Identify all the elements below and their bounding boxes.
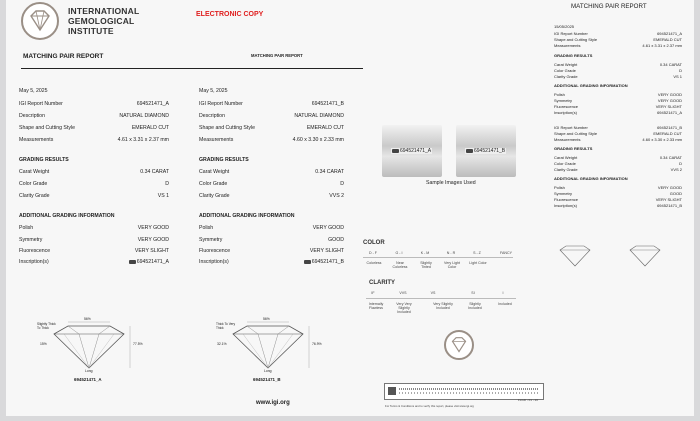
additional-heading: ADDITIONAL GRADING INFORMATION — [199, 213, 295, 219]
carat-b: 0.34 CARAT — [315, 169, 344, 175]
mini-value: D — [679, 68, 682, 73]
color-grade: N - R — [446, 251, 456, 255]
color-scale — [363, 248, 523, 276]
mini-heading: GRADING RESULTS — [554, 146, 593, 151]
color-grade: FANCY — [500, 251, 512, 255]
label: Fluorescence — [554, 104, 579, 109]
label: Polish — [554, 185, 565, 190]
label: Color Grade — [19, 181, 48, 187]
mini-heading: ADDITIONAL GRADING INFORMATION — [554, 83, 628, 88]
color-grade: G - I — [395, 251, 403, 255]
fluorescence-a: VERY SLIGHT — [134, 248, 169, 254]
certificate-page — [6, 0, 694, 416]
inscription-a: 694521471_A — [136, 259, 169, 265]
clarity-grade: VS — [430, 291, 436, 295]
mini-report-title: MATCHING PAIR REPORT — [571, 3, 647, 10]
proportion-diagram-a — [34, 316, 144, 386]
depth-pct: 77.5% — [133, 342, 143, 346]
mini-value: GOOD — [669, 191, 682, 196]
label: Carat Weight — [554, 62, 578, 67]
igi-logo-icon — [21, 2, 59, 40]
mini-heading: GRADING RESULTS — [554, 53, 593, 58]
sample-label-a: 694521471_A — [391, 148, 432, 154]
grading-results-heading: GRADING RESULTS — [19, 157, 69, 163]
report-number-a: 694521471_A — [136, 101, 169, 107]
color-scale-title: COLOR — [363, 240, 385, 246]
date-a: May 5, 2025 — [19, 88, 48, 94]
label: Carat Weight — [199, 169, 230, 175]
igi-seal-icon — [444, 330, 474, 360]
inscription-logo-icon — [129, 260, 136, 264]
table-pct: 56% — [84, 317, 91, 321]
label: Carat Weight — [19, 169, 50, 175]
carat-a: 0.34 CARAT — [140, 169, 169, 175]
sample-images-caption: Sample Images Used — [426, 180, 476, 186]
inscription-logo-icon — [392, 149, 399, 153]
label: Measurements — [554, 137, 581, 142]
electronic-copy-label: ELECTRONIC COPY — [196, 11, 264, 18]
label: Description — [19, 113, 45, 119]
label: Fluorescence — [554, 197, 579, 202]
label: Shape and Cutting Style — [199, 125, 255, 131]
mini-value: 694521471_A — [657, 110, 682, 115]
date-b: May 5, 2025 — [199, 88, 228, 94]
label: Color Grade — [554, 68, 576, 73]
crown-pct: 32.1% — [217, 342, 227, 346]
qr-code-icon — [388, 387, 396, 395]
label: Color Grade — [554, 161, 576, 166]
description-b: NATURAL DIAMOND — [294, 113, 344, 119]
girdle-label: Thick To Very Thick — [216, 322, 236, 330]
mini-value: VERY SLIGHT — [655, 197, 682, 202]
label: Symmetry — [554, 98, 572, 103]
shape-a: EMERALD CUT — [131, 125, 169, 131]
terms-text: For Terms & Conditions and to verify this report, please visit www.igi.org — [385, 404, 474, 408]
inscription-logo-icon — [304, 260, 311, 264]
matching-pair-title: MATCHING PAIR REPORT — [23, 53, 104, 60]
culet-label: Long — [264, 369, 272, 373]
label: Inscription(s) — [199, 259, 229, 265]
divider — [21, 68, 363, 69]
mini-value: 0.34 CARAT — [659, 155, 682, 160]
clarity-a: VS 1 — [157, 193, 169, 199]
inscription-logo-icon — [466, 149, 473, 153]
clarity-name: Internally Flawless — [368, 302, 384, 310]
clarity-name: Included — [498, 302, 512, 306]
label: Color Grade — [199, 181, 228, 187]
mini-value: 4.60 x 3.30 x 2.33 mm — [642, 137, 682, 142]
label: Inscription(s) — [554, 203, 577, 208]
color-grade: D - F — [369, 251, 377, 255]
depth-pct: 76.9% — [312, 342, 322, 346]
label: Symmetry — [199, 237, 223, 243]
color-name: Very Light Color — [444, 261, 460, 269]
label: Shape and Cutting Style — [554, 37, 598, 42]
mini-report — [554, 24, 682, 224]
label: Measurements — [19, 137, 54, 143]
label: Fluorescence — [199, 248, 231, 254]
matching-pair-subtitle: MATCHING PAIR REPORT — [251, 53, 303, 58]
label: IGI Report Number — [554, 125, 588, 130]
color-name: Light Color — [469, 261, 487, 265]
clarity-grade: I — [502, 291, 504, 295]
description-a: NATURAL DIAMOND — [119, 113, 169, 119]
color-name: Slightly Tinted — [420, 261, 432, 269]
mini-value: D — [679, 161, 682, 166]
symmetry-b: GOOD — [328, 237, 344, 243]
mini-heading: ADDITIONAL GRADING INFORMATION — [554, 176, 628, 181]
diagram-report-a: 694521471_A — [74, 377, 102, 382]
fluorescence-b: VERY SLIGHT — [309, 248, 344, 254]
polish-a: VERY GOOD — [137, 225, 169, 231]
label: IGI Report Number — [19, 101, 63, 107]
grading-results-heading: GRADING RESULTS — [199, 157, 249, 163]
label: Clarity Grade — [199, 193, 230, 199]
clarity-scale — [366, 289, 526, 321]
measurements-b: 4.60 x 3.30 x 2.33 mm — [292, 137, 344, 143]
mini-value: 694521471_B — [657, 203, 682, 208]
color-a: D — [165, 181, 169, 187]
label: Fluorescence — [19, 248, 51, 254]
label: Inscription(s) — [554, 110, 577, 115]
girdle-label: Slightly Thick To Thick — [37, 322, 56, 330]
clarity-grade: IF — [371, 291, 375, 295]
additional-heading: ADDITIONAL GRADING INFORMATION — [19, 213, 115, 219]
label: Polish — [199, 225, 214, 231]
clarity-grade: SI — [471, 291, 475, 295]
color-name: Near Colorless — [392, 261, 408, 269]
mini-value: 694521471_A — [657, 31, 682, 36]
mini-diagrams-icon — [554, 242, 674, 272]
mini-value: 694521471_B — [657, 125, 682, 130]
color-b: D — [340, 181, 344, 187]
label: Shape and Cutting Style — [554, 131, 598, 136]
label: Description — [199, 113, 225, 119]
color-grade: K - M — [420, 251, 430, 255]
mini-value: VERY GOOD — [657, 92, 682, 97]
label: Clarity Grade — [554, 74, 578, 79]
shape-b: EMERALD CUT — [306, 125, 344, 131]
clarity-grade: VVS — [399, 291, 407, 295]
mini-value: EMERALD CUT — [653, 37, 682, 42]
label: Measurements — [554, 43, 581, 48]
label: Polish — [554, 92, 565, 97]
diagram-report-b: 694521471_B — [253, 377, 281, 382]
label: Symmetry — [19, 237, 43, 243]
clarity-name: Very Slightly Included — [433, 302, 453, 310]
form-code: FLGD - 01 - 20 — [518, 398, 539, 402]
mini-date: 15/05/2025 — [554, 24, 575, 29]
table-pct: 56% — [263, 317, 270, 321]
institute-name: INTERNATIONAL GEMOLOGICAL INSTITUTE — [68, 6, 140, 36]
sample-label-b: 694521471_B — [465, 148, 506, 154]
mini-value: 4.61 x 3.31 x 2.37 mm — [642, 43, 682, 48]
mini-value: VS 1 — [673, 74, 682, 79]
proportion-diagram-b — [213, 316, 323, 386]
mini-value: VVS 2 — [670, 167, 682, 172]
report-number-b: 694521471_B — [311, 101, 344, 107]
mini-value: 0.34 CARAT — [659, 62, 682, 67]
clarity-name: Slightly Included — [468, 302, 482, 310]
clarity-b: VVS 2 — [329, 193, 344, 199]
label: Measurements — [199, 137, 234, 143]
mini-value: VERY SLIGHT — [655, 104, 682, 109]
label: IGI Report Number — [554, 31, 588, 36]
mini-value: VERY GOOD — [657, 98, 682, 103]
label: Clarity Grade — [554, 167, 578, 172]
label: Polish — [19, 225, 34, 231]
label: IGI Report Number — [199, 101, 243, 107]
color-name: Colorless — [366, 261, 382, 265]
label: Carat Weight — [554, 155, 578, 160]
culet-label: Long — [85, 369, 93, 373]
label: Symmetry — [554, 191, 572, 196]
polish-b: VERY GOOD — [312, 225, 344, 231]
mini-value: EMERALD CUT — [653, 131, 682, 136]
measurements-a: 4.61 x 3.31 x 2.37 mm — [117, 137, 169, 143]
color-grade: S - Z — [473, 251, 481, 255]
mini-value: VERY GOOD — [657, 185, 682, 190]
label: Clarity Grade — [19, 193, 50, 199]
label: Shape and Cutting Style — [19, 125, 75, 131]
website-link[interactable]: www.igi.org — [256, 400, 290, 406]
clarity-name: Very Very Slightly Included — [396, 302, 412, 314]
label: Inscription(s) — [19, 259, 49, 265]
symmetry-a: VERY GOOD — [137, 237, 169, 243]
inscription-b: 694521471_B — [311, 259, 344, 265]
clarity-scale-title: CLARITY — [369, 280, 395, 286]
crown-pct: 15% — [40, 342, 47, 346]
